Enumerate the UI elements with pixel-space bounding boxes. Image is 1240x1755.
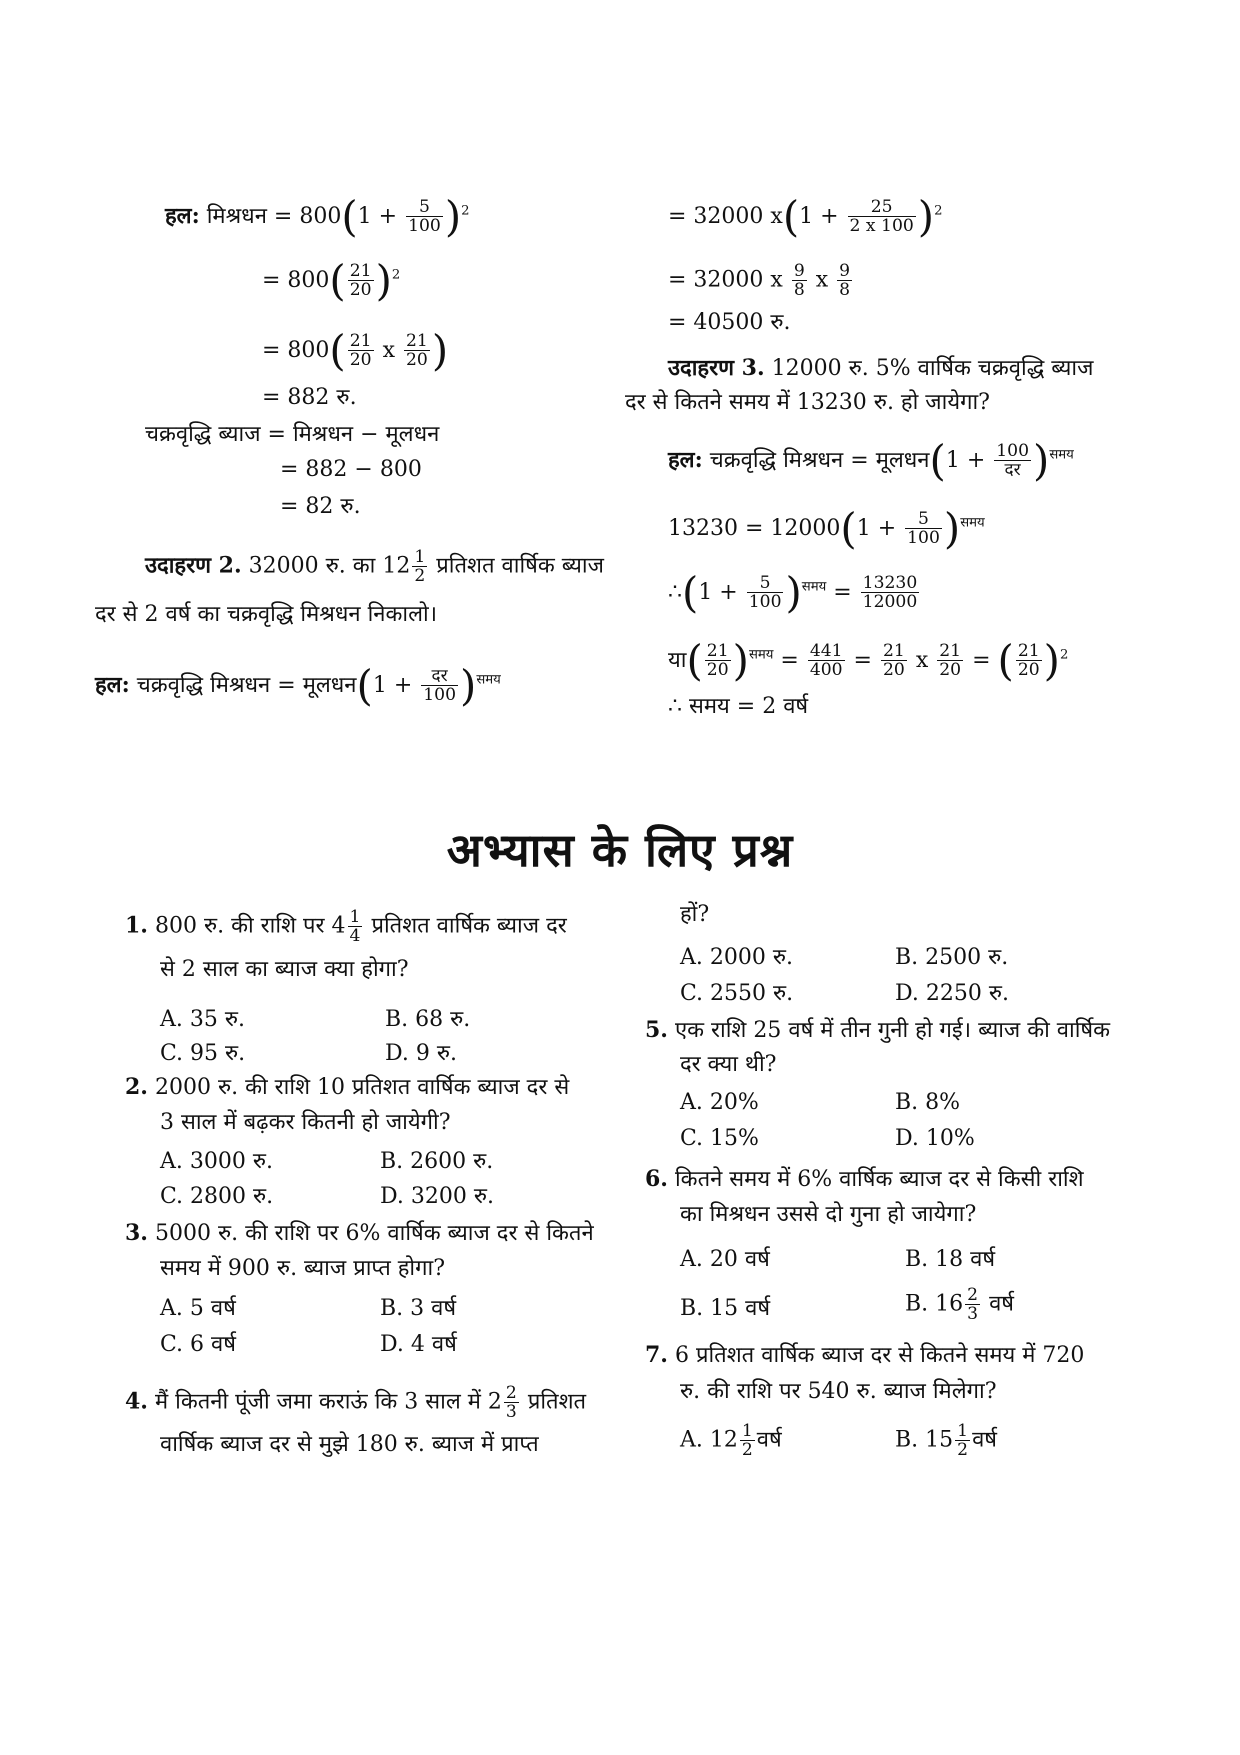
- fraction: $\frac{1}{2}$: [741, 1421, 753, 1460]
- question-2-line-1: 2. 2000 रु. की राशि 10 प्रतिशत वार्षिक ब्याज दर से: [125, 1074, 570, 1100]
- right-line-1: = 32000 x(1 + $\frac{25}{2 x 100}$ )$^2$: [668, 192, 943, 241]
- example-3-step-3: या( $\frac{21}{20}$ )$^{समय}$ = $\frac{441}{400}$ = $\frac{21}{20}$ x $\frac{21}{20}$ = ( $\frac{21}{20}$ )$^2$: [668, 636, 1069, 685]
- option-b[interactable]: B. 15 $\frac{1}{2}$ वर्ष: [895, 1421, 998, 1460]
- option-d[interactable]: D. 9 रु.: [385, 1041, 457, 1066]
- fraction: $\frac{21}{20}$: [706, 641, 729, 681]
- fraction: $\frac{21}{20}$: [349, 261, 372, 301]
- option-d[interactable]: D. 3200 रु.: [380, 1184, 494, 1209]
- solution-line-5: चक्रवृद्धि ब्याज = मिश्रधन − मूलधन: [145, 422, 440, 447]
- fraction: $\frac{21}{20}$: [405, 331, 428, 371]
- question-5-line-1: 5. एक राशि 25 वर्ष में तीन गुनी हो गई। ब्याज की वार्षिक: [645, 1017, 1111, 1043]
- question-4-line-3: हों?: [680, 902, 710, 927]
- option-b[interactable]: B. 18 वर्ष: [905, 1247, 996, 1272]
- fraction: $\frac{9}{8}$: [793, 261, 805, 300]
- option-c[interactable]: B. 15 वर्ष: [680, 1296, 771, 1321]
- example-3-answer: ∴ समय = 2 वर्ष: [668, 694, 809, 719]
- question-number: 2.: [125, 1074, 148, 1100]
- option-d[interactable]: D. 4 वर्ष: [380, 1332, 457, 1357]
- option-a[interactable]: A. 35 रु.: [160, 1007, 246, 1032]
- solution-text: मिश्रधन = 800: [206, 203, 342, 229]
- option-b[interactable]: B. 2600 रु.: [380, 1149, 494, 1174]
- example-label: उदाहरण 2.: [145, 552, 242, 579]
- option-a[interactable]: A. 2000 रु.: [680, 945, 794, 970]
- right-line-3: = 40500 रु.: [668, 310, 791, 335]
- question-number: 5.: [645, 1017, 668, 1043]
- option-a[interactable]: A. 20%: [680, 1090, 759, 1115]
- fraction: $\frac{25}{2 x 100}$: [849, 197, 914, 237]
- solution-line-1: हल: मिश्रधन = 800(1 + $\frac{5}{100}$ )$^2$: [165, 192, 470, 241]
- fraction: $\frac{\text{दर}}{100}$: [423, 666, 456, 706]
- question-number: 7.: [645, 1342, 668, 1368]
- example-2-line-2: दर से 2 वर्ष का चक्रवृद्धि मिश्रधन निकालो।: [95, 602, 438, 627]
- option-b[interactable]: B. 2500 रु.: [895, 945, 1009, 970]
- question-2-line-2: 3 साल में बढ़कर कितनी हो जायेगी?: [160, 1110, 451, 1135]
- solution-line-7: = 82 रु.: [280, 494, 361, 519]
- fraction: $\frac{5}{100}$: [748, 573, 782, 613]
- question-number: 4.: [125, 1388, 148, 1415]
- question-4-line-2: वार्षिक ब्याज दर से मुझे 180 रु. ब्याज में प्राप्त: [160, 1432, 539, 1457]
- fraction: $\frac{13230}{12000}$: [862, 573, 918, 613]
- fraction: $\frac{5}{100}$: [907, 509, 940, 549]
- example-3-line-1: उदाहरण 3. 12000 रु. 5% वार्षिक चक्रवृद्धि ब्याज: [668, 355, 1094, 381]
- option-c[interactable]: C. 6 वर्ष: [160, 1332, 236, 1357]
- question-6-line-1: 6. कितने समय में 6% वार्षिक ब्याज दर से किसी राशि: [645, 1166, 1084, 1192]
- option-c[interactable]: C. 95 रु.: [160, 1041, 246, 1066]
- example-3-line-2: दर से कितने समय में 13230 रु. हो जायेगा?: [625, 390, 990, 415]
- option-c[interactable]: C. 15%: [680, 1126, 759, 1151]
- question-4-line-1: 4. मैं कितनी पूंजी जमा कराऊं कि 3 साल में 2 $\frac{2}{3}$ प्रतिशत: [125, 1383, 587, 1422]
- option-d[interactable]: B. 16 $\frac{2}{3}$ वर्ष: [905, 1285, 1015, 1324]
- fraction: $\frac{1}{2}$: [414, 547, 426, 586]
- question-3-line-2: समय में 900 रु. ब्याज प्राप्त होगा?: [160, 1256, 445, 1281]
- solution-label: हल:: [165, 202, 200, 229]
- fraction: $\frac{2}{3}$: [967, 1285, 979, 1324]
- option-b[interactable]: B. 8%: [895, 1090, 961, 1115]
- example-3-step-2: ∴(1 + $\frac{5}{100}$ )$^{समय}$ = $\frac{13230}{12000}$: [668, 568, 918, 617]
- example-3-solution: हल: चक्रवृद्धि मिश्रधन = मूलधन(1 + $\frac{100}{\text{दर}}$ )$^{समय}$: [668, 436, 1074, 485]
- question-1-line-2: से 2 साल का ब्याज क्या होगा?: [160, 957, 409, 982]
- option-a[interactable]: A. 12 $\frac{1}{2}$ वर्ष: [680, 1421, 782, 1460]
- option-b[interactable]: B. 3 वर्ष: [380, 1296, 457, 1321]
- fraction: $\frac{1}{4}$: [349, 907, 361, 946]
- question-7-line-2: रु. की राशि पर 540 रु. ब्याज मिलेगा?: [680, 1379, 997, 1404]
- option-a[interactable]: A. 20 वर्ष: [680, 1247, 770, 1272]
- question-number: 3.: [125, 1220, 148, 1246]
- option-c[interactable]: C. 2550 रु.: [680, 981, 794, 1006]
- option-d[interactable]: D. 10%: [895, 1126, 975, 1151]
- question-7-line-1: 7. 6 प्रतिशत वार्षिक ब्याज दर से कितने समय में 720: [645, 1342, 1085, 1368]
- fraction: $\frac{21}{20}$: [1017, 641, 1040, 681]
- solution-line-4: = 882 रु.: [262, 385, 357, 410]
- fraction: $\frac{5}{100}$: [408, 197, 441, 237]
- question-1-line-1: 1. 800 रु. की राशि पर 4 $\frac{1}{4}$ प्रतिशत वार्षिक ब्याज दर: [125, 907, 567, 946]
- option-b[interactable]: B. 68 रु.: [385, 1007, 471, 1032]
- fraction: $\frac{21}{20}$: [349, 331, 372, 371]
- question-number: 6.: [645, 1166, 668, 1192]
- solution-line-3: = 800( $\frac{21}{20}$ x $\frac{21}{20}$ ): [262, 326, 449, 375]
- option-c[interactable]: C. 2800 रु.: [160, 1184, 274, 1209]
- question-5-line-2: दर क्या थी?: [680, 1052, 777, 1077]
- fraction: $\frac{1}{2}$: [957, 1421, 969, 1460]
- fraction: $\frac{441}{400}$: [809, 641, 843, 681]
- section-title: अभ्यास के लिए प्रश्न: [446, 823, 794, 877]
- fraction: $\frac{2}{3}$: [505, 1383, 517, 1422]
- question-number: 1.: [125, 912, 148, 939]
- solution-line-2: = 800( $\frac{21}{20}$ )$^2$: [262, 256, 401, 305]
- option-a[interactable]: A. 3000 रु.: [160, 1149, 274, 1174]
- example-3-step-1: 13230 = 12000(1 + $\frac{5}{100}$ )$^{समय}$: [668, 504, 985, 553]
- fraction: $\frac{21}{20}$: [939, 641, 962, 681]
- fraction: $\frac{21}{20}$: [882, 641, 905, 681]
- option-d[interactable]: D. 2250 रु.: [895, 981, 1009, 1006]
- fraction: $\frac{9}{8}$: [839, 261, 851, 300]
- question-3-line-1: 3. 5000 रु. की राशि पर 6% वार्षिक ब्याज दर से कितने: [125, 1220, 594, 1246]
- question-6-line-2: का मिश्रधन उससे दो गुना हो जायेगा?: [680, 1202, 977, 1227]
- right-line-2: = 32000 x $\frac{9}{8}$ x $\frac{9}{8}$: [668, 261, 851, 300]
- option-a[interactable]: A. 5 वर्ष: [160, 1296, 236, 1321]
- solution-line-6: = 882 − 800: [280, 457, 422, 482]
- example-2-line-1: उदाहरण 2. 32000 रु. का 12 $\frac{1}{2}$ प्रतिशत वार्षिक ब्याज: [145, 547, 604, 586]
- example-2-solution: हल: चक्रवृद्धि मिश्रधन = मूलधन(1 + $\frac{\text{दर}}{100}$ )$^{समय}$: [95, 661, 501, 710]
- fraction: $\frac{100}{\text{दर}}$: [996, 441, 1029, 481]
